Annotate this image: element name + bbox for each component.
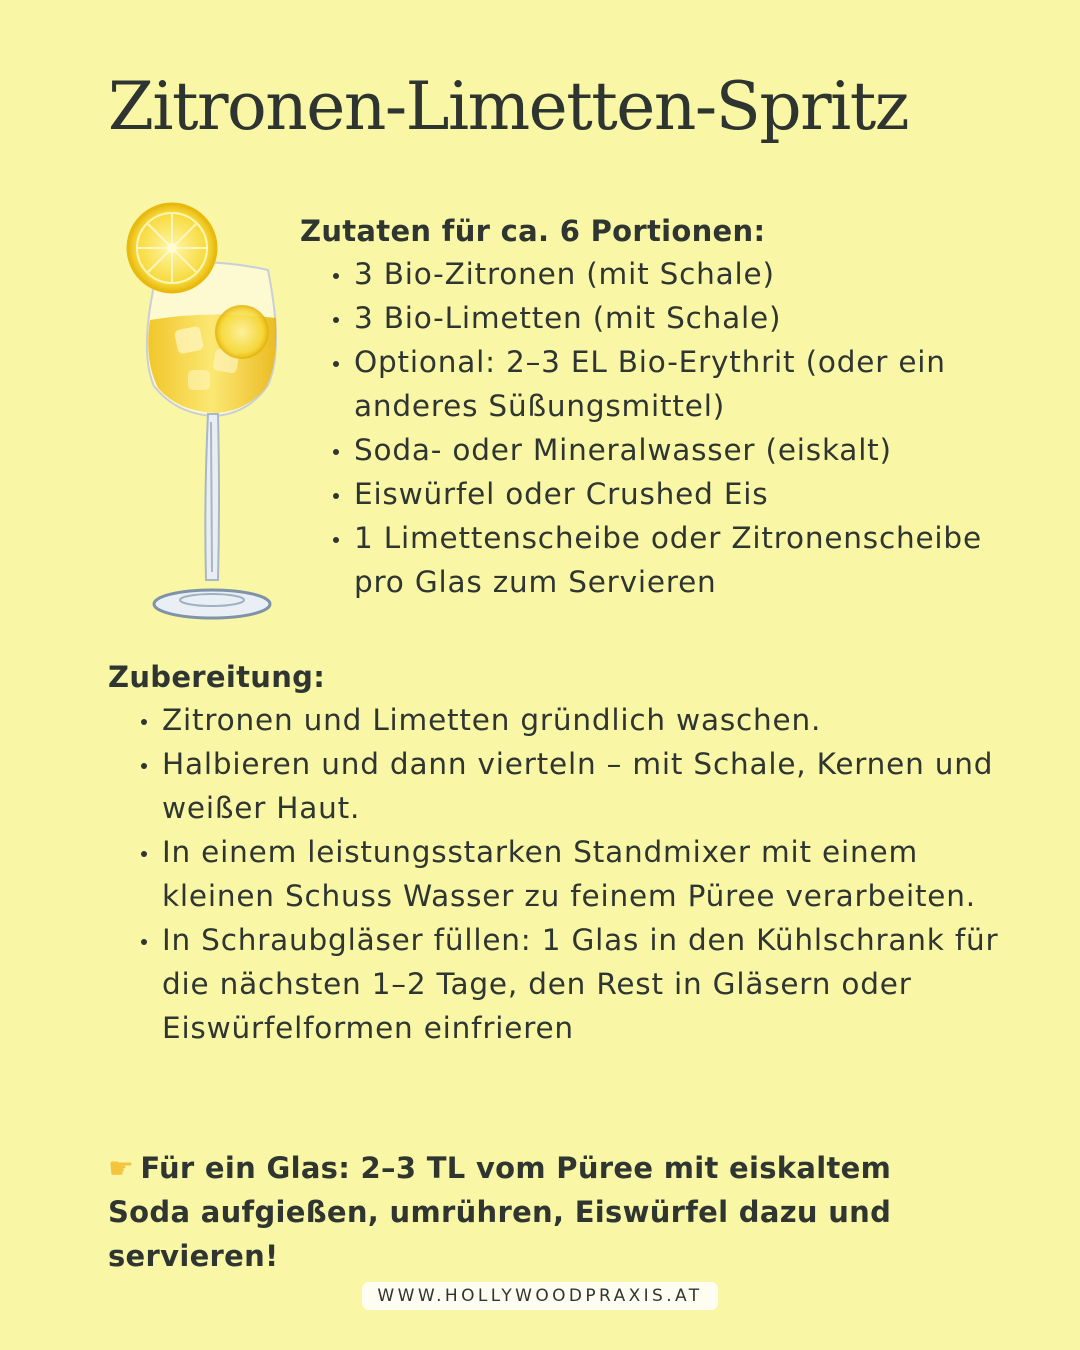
website-url[interactable]: WWW.HOLLYWOODPRAXIS.AT (362, 1282, 718, 1310)
pointing-hand-icon: ☛ (108, 1151, 135, 1185)
ingredient-item: 3 Bio-Limetten (mit Schale) (300, 296, 1040, 340)
ingredient-item: 1 Limettenscheibe oder Zitronenscheibe pro Glas zum Servieren (300, 516, 1040, 604)
preparation-heading: Zubereitung: (108, 660, 326, 694)
serving-tip (108, 1146, 968, 1278)
spritz-glass-illustration (118, 200, 294, 630)
preparation-list (108, 698, 1008, 1050)
ingredients-section (300, 214, 1040, 604)
preparation-step: Zitronen und Limetten gründlich waschen. (108, 698, 1008, 742)
ingredients-list (300, 252, 1040, 604)
serving-tip-text: Für ein Glas: 2–3 TL vom Püree mit eiskaltem Soda aufgießen, umrühren, Eiswürfel dazu und servieren! (108, 1151, 892, 1273)
page-title: Zitronen-Limetten-Spritz (108, 68, 909, 145)
ingredient-item: Eiswürfel oder Crushed Eis (300, 472, 1040, 516)
ingredient-item: 3 Bio-Zitronen (mit Schale) (300, 252, 1040, 296)
ingredient-item: Optional: 2–3 EL Bio-Erythrit (oder ein anderes Süßungsmittel) (300, 340, 1040, 428)
ingredients-heading: Zutaten für ca. 6 Portionen: (300, 214, 766, 248)
preparation-step: In Schraubgläser füllen: 1 Glas in den Kühlschrank für die nächsten 1–2 Tage, den Rest in Gläsern oder Eiswürfelformen einfrieren (108, 918, 1008, 1050)
preparation-step: Halbieren und dann vierteln – mit Schale, Kernen und weißer Haut. (108, 742, 1008, 830)
preparation-step: In einem leistungsstarken Standmixer mit einem kleinen Schuss Wasser zu feinem Püree verarbeiten. (108, 830, 1008, 918)
preparation-section (108, 660, 1008, 1050)
ingredient-item: Soda- oder Mineralwasser (eiskalt) (300, 428, 1040, 472)
